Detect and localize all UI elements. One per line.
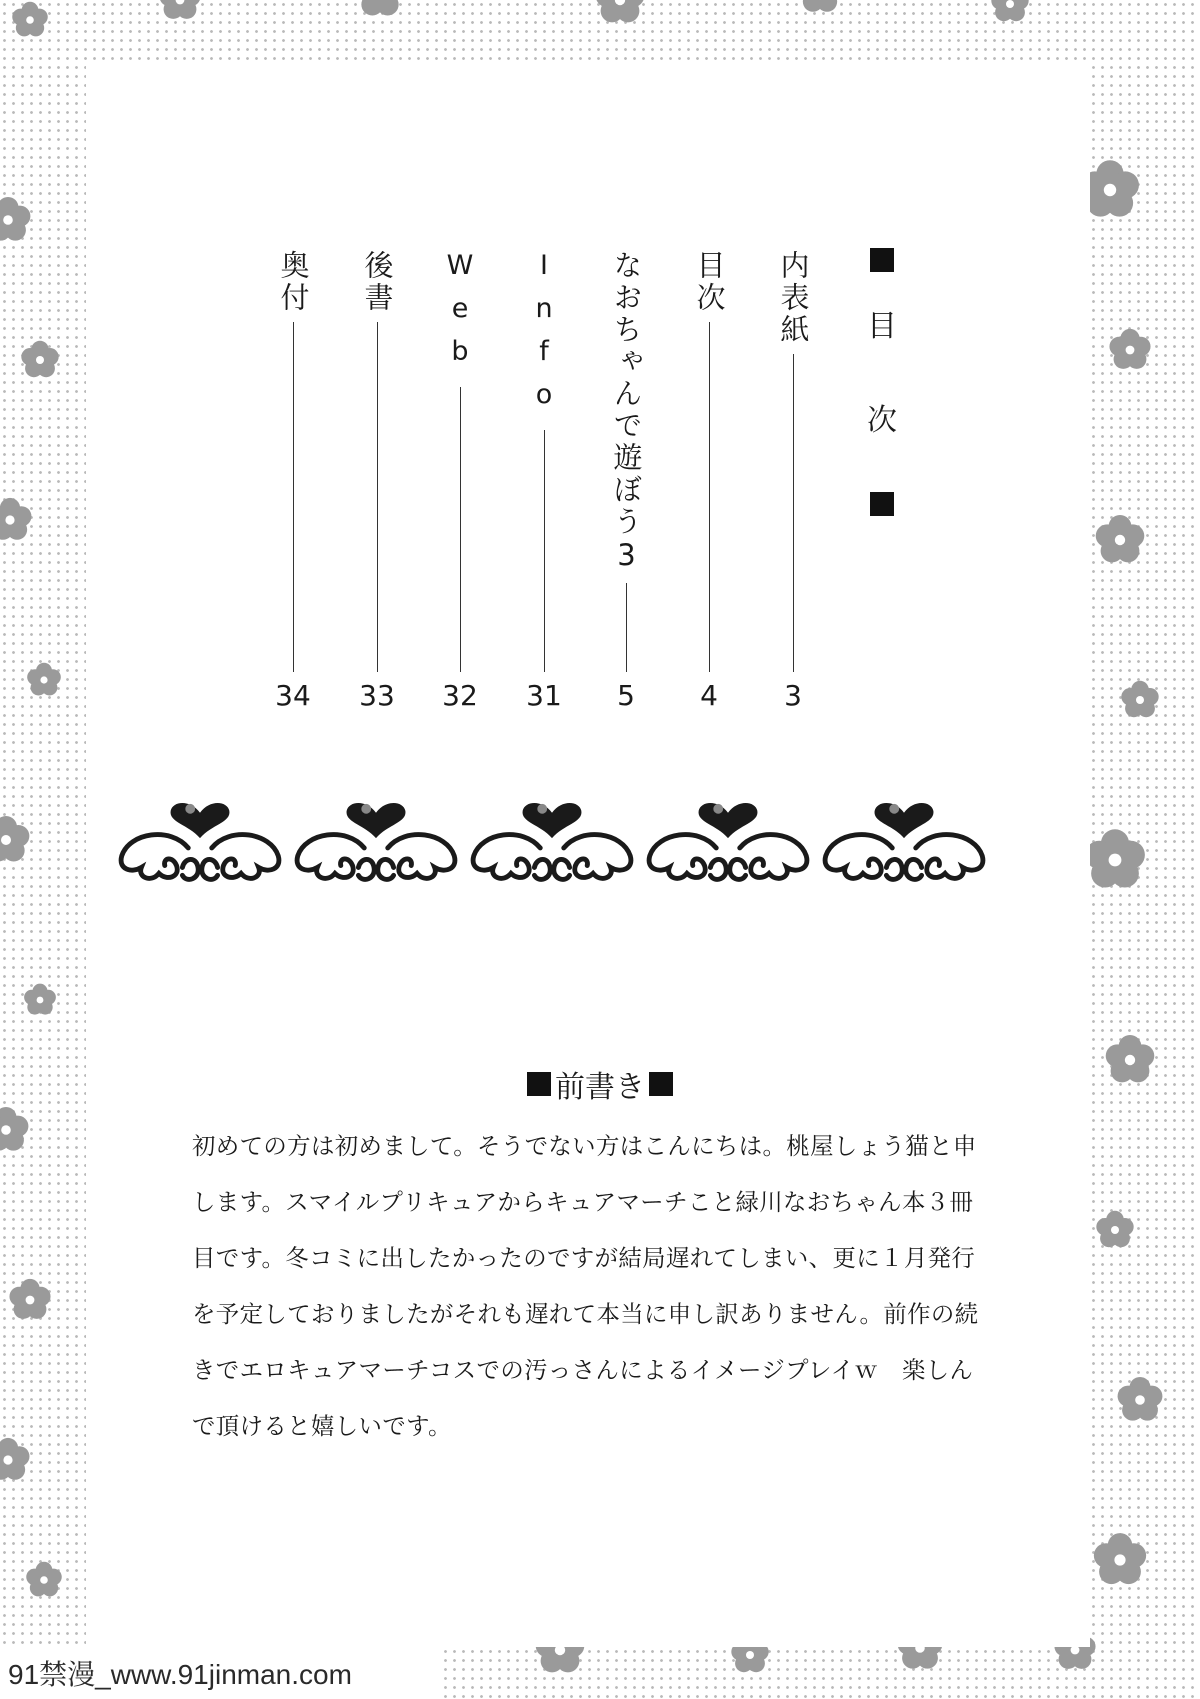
winged-heart-icon [640, 790, 816, 900]
toc-leader-line [460, 387, 461, 672]
toc-leader-line [377, 322, 378, 672]
title-square-bottom-icon [870, 492, 894, 516]
flower-icon [797, 0, 843, 15]
toc-leader-line [544, 430, 545, 672]
toc-entry-page: 33 [359, 679, 395, 712]
toc-entry-title: Web [444, 250, 476, 379]
flower-icon [0, 1437, 31, 1483]
toc-entry-page: 32 [442, 679, 478, 712]
flower-icon [1108, 328, 1152, 372]
preface-line: 目です。冬コミに出したかったのですが結局遅れてしまい、更に１月発行 [192, 1244, 976, 1272]
flower-icon [1116, 1376, 1164, 1424]
toc-entry-page: 34 [275, 679, 311, 712]
toc-entry-title: 内表紙 [776, 250, 811, 346]
toc-entry [768, 250, 818, 710]
flower-icon [158, 0, 202, 22]
toc-title [862, 248, 902, 516]
winged-heart-icon [288, 790, 464, 900]
toc-entry-page: 4 [700, 679, 718, 712]
flower-icon [8, 1278, 52, 1322]
flower-icon [25, 1561, 63, 1599]
flower-icon [1120, 680, 1160, 720]
toc-entry-title: 後書 [360, 250, 395, 314]
flower-icon [0, 1106, 30, 1154]
flower-icon [23, 983, 57, 1017]
winged-heart-icon [112, 790, 288, 900]
toc-title-char-2: 次 [867, 403, 897, 438]
toc-entry-title: 奥付 [276, 250, 311, 314]
preface-heading-text: 前書き [555, 1070, 645, 1105]
flower-icon [11, 1, 49, 39]
flower-icon [1094, 514, 1146, 566]
preface-line: で頂けると嬉しいです。 [192, 1412, 452, 1440]
toc-entry-title: なおちゃんで遊ぼう3 [609, 250, 644, 575]
flower-icon [1095, 1210, 1135, 1250]
toc-leader-line [709, 322, 710, 672]
toc-entry-page: 3 [784, 679, 802, 712]
flower-icon [594, 0, 646, 26]
preface-line: 初めての方は初めまして。そうでない方はこんにちは。桃屋しょう猫と申 [192, 1132, 977, 1160]
preface-line: を予定しておりましたがそれも遅れて本当に申し訳ありません。前作の続 [192, 1300, 979, 1328]
heading-square-right-icon [649, 1072, 673, 1096]
preface-line: きでエロキュアマーチコスでの汚っさんによるイメージプレイｗ 楽しん [192, 1356, 974, 1384]
toc-leader-line [793, 354, 794, 672]
flower-icon [26, 662, 62, 698]
toc-entry [435, 250, 485, 710]
winged-heart-divider [112, 790, 992, 900]
flower-icon [990, 0, 1030, 24]
heading-square-left-icon [527, 1072, 551, 1096]
flower-icon [355, 0, 405, 19]
winged-heart-icon [464, 790, 640, 900]
toc-entry [268, 250, 318, 710]
toc-entry [684, 250, 734, 710]
flower-icon [0, 196, 32, 244]
toc-entry [352, 250, 402, 710]
title-square-top-icon [870, 248, 894, 272]
toc-title-char-1: 目 [867, 309, 897, 344]
flower-icon [0, 815, 31, 865]
flower-icon [0, 497, 33, 543]
flower-icon [20, 340, 60, 380]
toc-entry [519, 250, 569, 710]
preface-body [192, 1118, 992, 1454]
toc-entry-page: 31 [526, 679, 562, 712]
flower-icon [1083, 828, 1147, 892]
toc-entry [601, 250, 651, 710]
toc-leader-line [293, 322, 294, 672]
preface-line: します。スマイルプリキュアからキュアマーチこと緑川なおちゃん本３冊 [192, 1188, 974, 1216]
winged-heart-icon [816, 790, 992, 900]
toc-entry-title: 目次 [692, 250, 727, 314]
toc-entry-title: Info [528, 250, 560, 422]
toc-entry-page: 5 [617, 679, 635, 712]
preface-heading [0, 1062, 1200, 1106]
site-watermark: 91禁漫_www.91jinman.com [0, 1647, 438, 1699]
toc-leader-line [626, 583, 627, 672]
flower-icon [1092, 1532, 1148, 1588]
